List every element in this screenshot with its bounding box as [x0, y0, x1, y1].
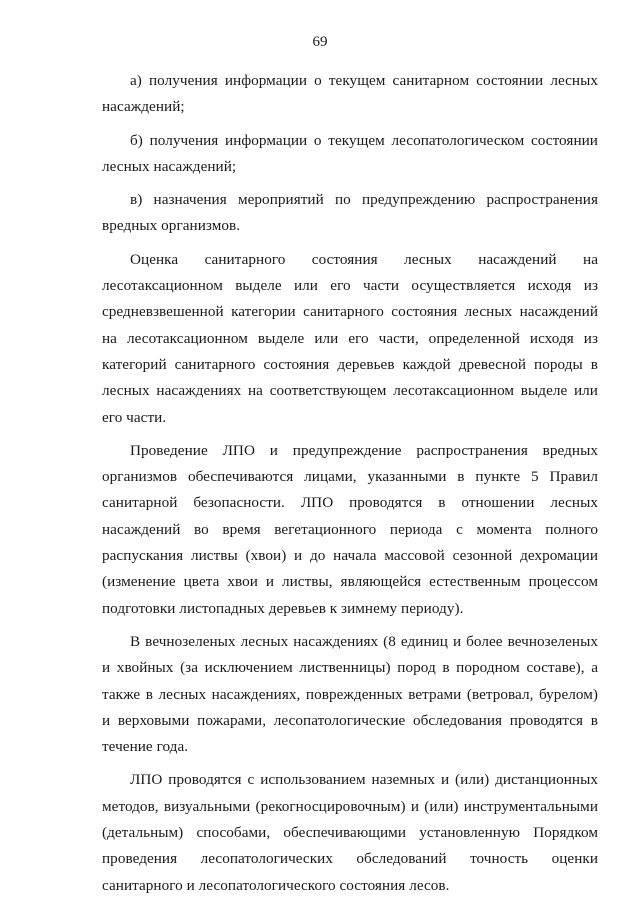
paragraph-evergreen-stands: В вечнозеленых лесных насаждениях (8 единиц и более вечнозеленых и хвойных (за исключением лиственницы) пород в породном составе), а также в лесных насаждениях, поврежденных ветрами (ветровал, бурелом) и верховыми пожарами, лесопатологические обследования проводятся в течение года. — [102, 632, 598, 756]
list-item-b: б) получения информации о текущем лесопатологическом состоянии лесных насаждений; — [102, 131, 598, 175]
document-body — [102, 68, 598, 906]
page-number: 69 — [312, 34, 328, 50]
paragraph-lpo-conduct: Проведение ЛПО и предупреждение распространения вредных организмов обеспечиваются лицами, указанными в пункте 5 Правил санитарной безопасности. ЛПО проводятся в отношении лесных насаждений во время вегетационного периода с момента полного распускания листвы (хвои) и до начала массовой сезонной дехромации (изменение цвета хвои и листвы, являющейся естественным процессом подготовки листопадных деревьев к зимнему периоду). — [102, 441, 598, 617]
paragraph-lpo-methods: ЛПО проводятся с использованием наземных и (или) дистанционных методов, визуальными (рекогносцировочным) и (или) инструментальными (детальным) способами, обеспечивающими установленную Порядком проведения лесопатологических обследований точность оценки санитарного и лесопатологического состояния лесов. — [102, 771, 598, 894]
list-item-v: в) назначения мероприятий по предупреждению распространения вредных организмов. — [102, 191, 598, 235]
paragraph-sanitary-assessment: Оценка санитарного состояния лесных насаждений на лесотаксационном выделе или его части осуществляется исходя из средневзвешенной категории санитарного состояния лесных насаждений на лесотаксационном выделе или его части, определенной исходя из категорий санитарного состояния деревьев каждой древесной породы в лесных насаждениях на соответствующем лесотаксационном выделе или его части. — [102, 250, 598, 426]
list-item-a: а) получения информации о текущем санитарном состоянии лесных насаждений; — [102, 72, 598, 116]
